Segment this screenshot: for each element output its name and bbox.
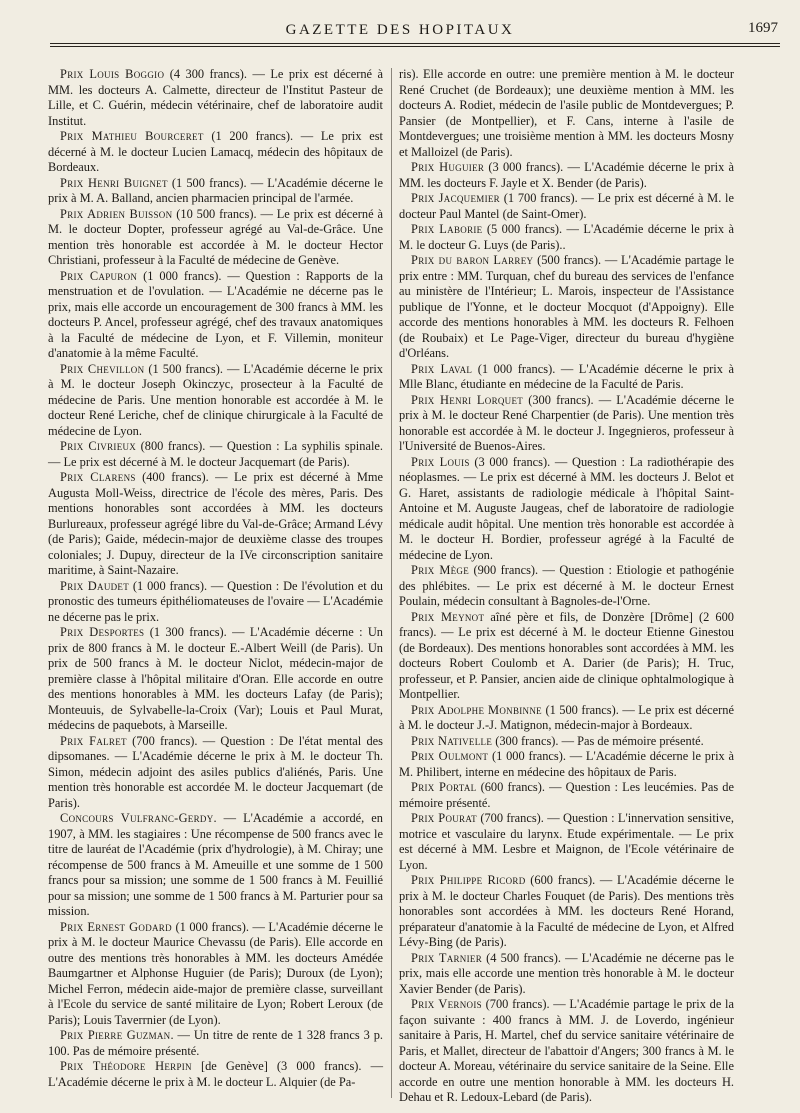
prize-name: Prix Chevillon xyxy=(60,361,145,376)
prize-text: (300 francs). — Pas de mémoire présenté. xyxy=(492,733,704,748)
prize-paragraph xyxy=(399,222,734,253)
prize-name: Prix Laborie xyxy=(411,222,483,236)
prize-text: (900 francs). — Question : Etiologie et pathogénie des phlébites. — Le prix est décerné à M. le docteur Ernest Poulain, médecin consultant à Bagnoles-de-l'Orne. xyxy=(399,563,734,608)
prize-paragraph xyxy=(399,563,734,610)
prize-paragraph xyxy=(399,951,734,998)
prize-paragraph xyxy=(48,362,383,440)
prize-text: aîné père et fils, de Donzère [Drôme] (2 600 francs). — Le prix est décerné à M. le docteur Etienne Ginestou (de Bordeaux). Des mentions honorables sont accordées à MM. les docteurs Robert Coulomb et A. Darier (de Paris); H. Truc, professeur, et P. Pansier, ancien aide de clinique ophtalmologique à Montpellier. xyxy=(399,609,734,701)
prize-paragraph xyxy=(399,191,734,222)
prize-paragraph xyxy=(48,176,383,207)
prize-name: Prix Philippe Ricord xyxy=(411,873,526,887)
prize-text: (4 500 francs). — L'Académie ne décerne pas le prix, mais elle accorde une mention très honorable à M. le docteur Xavier Bender (de Paris). xyxy=(399,950,734,996)
prize-paragraph xyxy=(399,362,734,393)
prize-text: (4 300 francs). — Le prix est décerné à MM. les docteurs A. Calmette, directeur de l'Institut Pasteur de Lille, et C. Guérin, médecin vétérinaire, chef de laboratoire audit Institut. xyxy=(48,67,383,128)
prize-name: Prix Civrieux xyxy=(60,439,137,453)
journal-title: GAZETTE DES HOPITAUX xyxy=(285,22,515,38)
prize-text: (1 000 francs). — L'Académie décerne le prix à M. le docteur Maurice Chevassu (de Paris). Elle accorde en outre des mentions très honorables à MM. les docteurs Amédée Baumgartner et Alphonse Huguier (de Paris); Duroux (de Lyon); Michel Ferron, médecin aide-major de première classe, surveillant à l'Ecole du service de santé militaire de Lyon; Robert Leroux (de Paris); Louis Taverrnier (de Lyon). xyxy=(48,919,383,1027)
prize-text: . — Un titre de rente de 1 328 francs 3 p. 100. Pas de mémoire présenté. xyxy=(48,1028,383,1058)
prize-paragraph xyxy=(48,1059,383,1090)
prize-name: Prix Louis xyxy=(411,454,470,469)
prize-name: Prix Pourat xyxy=(411,811,477,825)
prize-paragraph xyxy=(48,129,383,176)
prize-text: (1 500 francs). — L'Académie décerne le prix à M. A. Balland, ancien pharmacien principal de l'armée. xyxy=(48,175,383,205)
prize-name: Prix Tarnier xyxy=(411,950,483,965)
prize-paragraph xyxy=(399,734,734,750)
prize-paragraph xyxy=(48,579,383,626)
prize-text: (1 500 francs). — Le prix est décerné à M. le docteur J.-J. Matignon, médecin-major à Bordeaux. xyxy=(399,702,734,732)
page-header xyxy=(0,0,800,48)
prize-text: (700 francs). — Question : L'innervation sensitive, motrice et vasculaire du larynx. Etude expérimentale. — Le prix est décerné à MM. Lesbre et Maignon, de l'Ecole vétérinaire de Lyon. xyxy=(399,811,734,872)
prize-paragraph xyxy=(399,749,734,780)
prize-paragraph xyxy=(48,67,383,129)
prize-name: Prix Laval xyxy=(411,361,473,376)
prize-text: (1 000 francs). — Question : Rapports de la menstruation et de l'ovulation. — L'Académie ne décerne pas le prix, mais elle accorde un encouragement de 300 francs à MM. les docteurs P. Ancel, professeur agrégé, chef des travaux anatomiques à la Faculté de médecine de Lyon, et F. Villemin, moniteur d'anatomie à la même Faculté. xyxy=(48,268,383,360)
prize-name: Prix Louis Boggio xyxy=(60,67,165,81)
prize-text: (800 francs). — Question : La syphilis spinale. — Le prix est décerné à M. le docteur Jacquemart (de Paris). xyxy=(48,439,383,469)
prize-text: (10 500 francs). — Le prix est décerné à M. le docteur Dopter, professeur agrégé au Val-de-Grâce. Une mention très honorable est accordée à M. le docteur Hector Christiani, professeur à la Faculté de médecine de Genève. xyxy=(48,206,384,267)
prize-paragraph xyxy=(48,269,383,362)
prize-paragraph xyxy=(399,253,734,362)
prize-text: [de Genève] (3 000 francs). — L'Académie décerne le prix à M. le docteur L. Alquier (de Pa- xyxy=(48,1059,383,1089)
prize-name: Prix Pierre Guzman xyxy=(60,1028,171,1042)
page-number: 1697 xyxy=(748,20,778,36)
prize-paragraph xyxy=(399,997,734,1106)
prize-text: (400 francs). — Le prix est décerné à Mme Augusta Moll-Weiss, directrice de l'école des mères, Paris. Des mentions honorables sont accordées à MM. les docteurs Burlureaux, professeur agrégé libre du Val-de-Grâce; Armand Lévy (de Paris); Gaide, médecin-major de deuxième classe des troupes coloniales; J. Dupuy, directeur de la IVe circonscription sanitaire maritime, à Saint-Nazaire. xyxy=(48,470,384,577)
prize-text: (500 francs). — L'Académie partage le prix entre : MM. Turquan, chef du bureau des services de l'enfance au ministère de l'Intérieur; L. Marois, inspecteur de l'Assistance publique de l'Yonne, et le docteur Mocquot (d'Appoigny). Elle accorde des mentions honorables à MM. les docteurs R. Felhoen (de Roubaix) et Le Page-Viger, directeur du bureau d'hygiène d'Orléans. xyxy=(399,253,735,360)
prize-paragraph xyxy=(399,160,734,191)
prize-text: (300 francs). — L'Académie décerne le prix à M. le docteur René Charpentier (de Paris). Une mention très honorable est accordée à M. le docteur J. Ingegnieros, professeur à l'Université de Buenos-Aires. xyxy=(399,392,735,453)
prize-name: Prix Mège xyxy=(411,563,470,577)
prize-text: (5 000 francs). — L'Académie décerne le prix à M. le docteur G. Luys (de Paris).. xyxy=(399,222,734,252)
prize-name: Prix Nativelle xyxy=(411,733,493,748)
prize-name: Prix du baron Larrey xyxy=(411,253,534,267)
left-column xyxy=(48,67,383,1090)
prize-text: (1 000 francs). — L'Académie décerne le prix à M. Philibert, interne en médecine des hôpitaux de Paris. xyxy=(399,749,734,779)
prize-text: (3 000 francs). — L'Académie décerne le prix à MM. les docteurs F. Jayle et X. Bender (de Paris). xyxy=(399,160,734,190)
prize-text: (1 500 francs). — L'Académie décerne le prix à M. le docteur Joseph Okinczyc, prosecteur à la Faculté de médecine de Paris. Une mention honorable est accordée à M. le docteur René Leriche, chef de clinique chirurgicale à la Faculté de médecine de Lyon. xyxy=(48,361,383,438)
prize-paragraph xyxy=(48,207,383,269)
prize-text: ris). Elle accorde en outre: une première mention à M. le docteur René Cruchet (de Bordeaux); une deuxième mention à MM. les docteurs A. Rodiet, médecin de l'asile public de Montdevergues; P. Pansier (de Montpellier), et F. Cans, interne à l'asile de Montdevergues; une troisième mention à MM. les docteurs Mosny et Malloizel (de Paris). xyxy=(399,67,734,159)
prize-text: (1 300 francs). — L'Académie décerne : Un prix de 800 francs à M. le docteur E.-Albert Weill (de Paris). Un prix de 500 francs à M. le docteur Niclot, médecin-major de première classe à l'hôpital militaire d'Oran. Elle accorde en outre des mentions honorables à MM. les docteurs Lafay (de Paris); Monteuuis, de Sylvabelle-la-Croix (Var); Louis et Paul Murat, médecins de paquebots, à Marseille. xyxy=(48,625,383,732)
prize-name: Prix Mathieu Bourceret xyxy=(60,129,204,143)
prize-name: Prix Clarens xyxy=(60,470,136,484)
prize-paragraph xyxy=(399,780,734,811)
prize-text: (700 francs). — Question : De l'état mental des dipsomanes. — L'Académie décerne le prix à M. le docteur Th. Simon, médecin adjoint des asiles publics d'aliénés, Paris. Une mention très honorable est accordée M. le docteur Jacquemart (de Paris). xyxy=(48,733,383,810)
prize-paragraph xyxy=(399,610,734,703)
prize-paragraph xyxy=(399,873,734,951)
prize-name: Prix Oulmont xyxy=(411,749,489,763)
prize-text: (600 francs). — L'Académie décerne le prix à M. le docteur Charles Fouquet (de Paris). Des mentions très honorables sont accordées à MM. les docteurs René Horand, préparateur d'anatomie à la Faculté de médecine de Lyon, et Alfred Lévy-Bing (de Paris). xyxy=(399,873,734,949)
column-divider xyxy=(391,68,392,1098)
prize-name: Concours Vulfranc-Gerdy xyxy=(60,811,214,825)
prize-text: (1 000 francs). — Question : De l'évolution et du pronostic des tumeurs épithéliomateuses de l'ovaire — L'Académie ne décerne pas le prix. xyxy=(48,578,383,624)
prize-text: (600 francs). — Question : Les leucémies. Pas de mémoire présenté. xyxy=(399,780,734,810)
prize-text: . — L'Académie a accordé, en 1907, à MM. les stagiaires : Une récompense de 500 francs avec le titre de lauréat de l'Académie (prix d'hydrologie), à M. Chiray; une récompense de 500 francs à M. Ameuille et une somme de 1 500 francs pour sa mission; une somme de 1 500 francs à M. Feuillié pour sa mission; une somme de 1 500 francs à M. Parturier pour sa mission. xyxy=(48,811,383,918)
prize-name: Prix Jacquemier xyxy=(411,191,500,205)
prize-name: Prix Adolphe Monbinne xyxy=(411,702,542,717)
prize-text: (1 200 francs). — Le prix est décerné à M. le docteur Lucien Lamacq, médecin des hôpitaux de Bordeaux. xyxy=(48,129,383,174)
prize-text: (3 000 francs). — Question : La radiothérapie des néoplasmes. — Le prix est décerné à MM. les docteurs J. Belot et G. Haret, assistants de radiologie médicale à l'hôpital Saint-Antoine et M. Auguste Jaugeas, chef de laboratoire de radiologie médicale audit hôpital. Une mention très honorable est accordée à M. le docteur H. Bordier, professeur agrégé à la Faculté de médecine de Lyon. xyxy=(399,454,734,562)
prize-text: (1 700 francs). — Le prix est décerné à M. le docteur Paul Mantel (de Saint-Omer). xyxy=(399,191,735,221)
prize-name: Prix Portal xyxy=(411,780,477,794)
prize-name: Prix Adrien Buisson xyxy=(60,206,173,221)
prize-paragraph xyxy=(48,920,383,1029)
prize-text: (1 000 francs). — L'Académie décerne le prix à Mlle Blanc, étudiante en médecine de la Faculté de Paris. xyxy=(399,361,735,391)
prize-text: (700 francs). — L'Académie partage le prix de la façon suivante : 400 francs à MM. J. de Loverdo, ingénieur sanitaire à Paris, H. Martel, chef du service sanitaire vétérinaire de Paris, et Mallet, directeur de l'abattoir d'Angers; 300 francs à M. le docteur A. Moreau, vétérinaire du service sanitaire de la Seine. Elle accorde en outre une mention honorable à MM. les docteurs H. Dehau et R. Ledoux-Lebard (de Paris). xyxy=(399,997,734,1104)
prize-paragraph xyxy=(399,455,734,564)
prize-name: Prix Daudet xyxy=(60,578,130,593)
prize-paragraph xyxy=(48,439,383,470)
prize-name: Prix Vernois xyxy=(411,997,482,1011)
prize-name: Prix Meynot xyxy=(411,609,485,624)
prize-paragraph xyxy=(399,703,734,734)
prize-paragraph xyxy=(399,393,734,455)
prize-paragraph xyxy=(48,625,383,734)
header-rule xyxy=(50,43,780,47)
right-column xyxy=(399,67,734,1106)
prize-name: Prix Théodore Herpin xyxy=(60,1059,192,1073)
prize-paragraph xyxy=(48,734,383,812)
prize-paragraph xyxy=(399,67,734,160)
prize-name: Prix Falret xyxy=(60,733,127,748)
prize-paragraph xyxy=(48,1028,383,1059)
prize-paragraph xyxy=(48,811,383,920)
prize-name: Prix Capuron xyxy=(60,268,138,283)
prize-paragraph xyxy=(399,811,734,873)
prize-paragraph xyxy=(48,470,383,579)
prize-name: Prix Henri Buignet xyxy=(60,175,168,190)
prize-name: Prix Huguier xyxy=(411,160,485,174)
prize-name: Prix Henri Lorquet xyxy=(411,392,524,407)
prize-name: Prix Desportes xyxy=(60,625,145,639)
prize-name: Prix Ernest Godard xyxy=(60,919,172,934)
